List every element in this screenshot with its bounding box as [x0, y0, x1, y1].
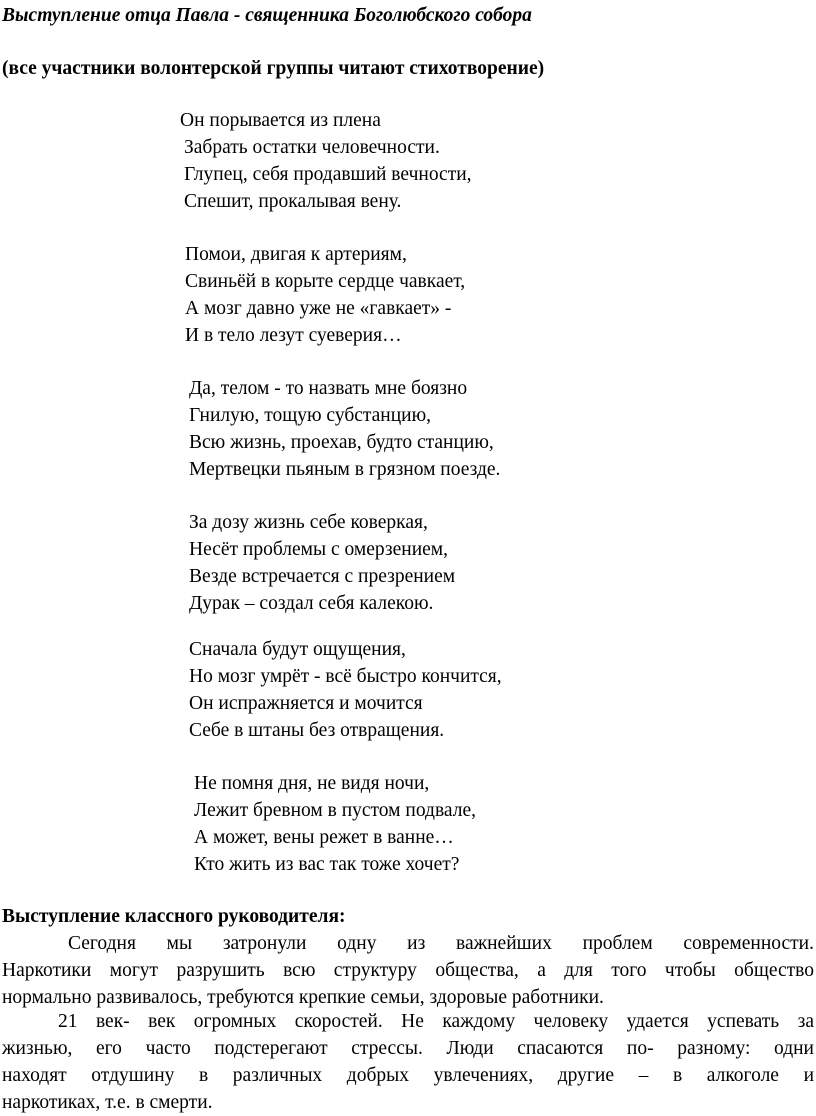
poem-line: Себе в штаны без отвращения. [189, 720, 445, 741]
poem-line: Глупец, себя продавший вечности, [184, 164, 472, 185]
paragraph-line: жизнью, его часто подстерегают стрессы. Люди спасаются по- разному: одни [2, 1038, 814, 1059]
paragraph-line: Наркотики могут разрушить всю структуру общества, а для того чтобы общество [2, 960, 814, 981]
page-subtitle: (все участники волонтерской группы читают стихотворение) [2, 58, 545, 79]
poem-line: Он порывается из плена [180, 110, 381, 131]
poem-line: Несёт проблемы с омерзением, [189, 539, 448, 560]
poem-line: За дозу жизнь себе коверкая, [189, 512, 428, 533]
poem-line: И в тело лезут суеверия… [185, 325, 402, 346]
poem-line: Он испражняется и мочится [189, 693, 423, 714]
poem-line: Мертвецки пьяным в грязном поезде. [189, 459, 501, 480]
poem-line: Свиньёй в корыте сердце чавкает, [185, 271, 466, 292]
teacher-paragraph-2 [2, 1008, 814, 1116]
paragraph-line: 21 век- век огромных скоростей. Не каждому человеку удается успевать за [58, 1011, 814, 1032]
page-title: Выступление отца Павла - священника Боголюбского собора [2, 5, 532, 26]
poem-line: Гнилую, тощую субстанцию, [189, 405, 432, 426]
poem-line: Везде встречается с презрением [189, 566, 456, 587]
poem-line: А мозг давно уже не «гавкает» - [185, 298, 452, 319]
poem-line: Но мозг умрёт - всё быстро кончится, [189, 666, 502, 687]
poem-line: Спешит, прокалывая вену. [184, 191, 402, 212]
poem-line: Помои, двигая к артериям, [185, 244, 407, 265]
poem-line: Сначала будут ощущения, [189, 639, 406, 660]
paragraph-line: нормально развивалось, требуются крепкие семьи, здоровые работники. [2, 987, 604, 1008]
poem-line: А может, вены режет в ванне… [194, 827, 454, 848]
poem-line: Кто жить из вас так тоже хочет? [194, 854, 460, 875]
poem-line: Да, телом - то назвать мне боязно [189, 378, 468, 399]
paragraph-line: наркотиках, т.е. в смерти. [2, 1092, 213, 1113]
paragraph-line: находят отдушину в различных добрых увлечениях, другие – в алкоголе и [2, 1065, 814, 1086]
section-heading-teacher: Выступление классного руководителя: [2, 906, 346, 927]
teacher-paragraph-1 [2, 930, 814, 1011]
paragraph-line: Сегодня мы затронули одну из важнейших проблем современности. [68, 933, 814, 954]
poem-line: Всю жизнь, проехав, будто станцию, [189, 432, 494, 453]
poem-line: Лежит бревном в пустом подвале, [194, 800, 476, 821]
poem-line: Забрать остатки человечности. [184, 137, 440, 158]
poem-line: Дурак – создал себя калекою. [189, 593, 434, 614]
poem-line: Не помня дня, не видя ночи, [194, 773, 430, 794]
